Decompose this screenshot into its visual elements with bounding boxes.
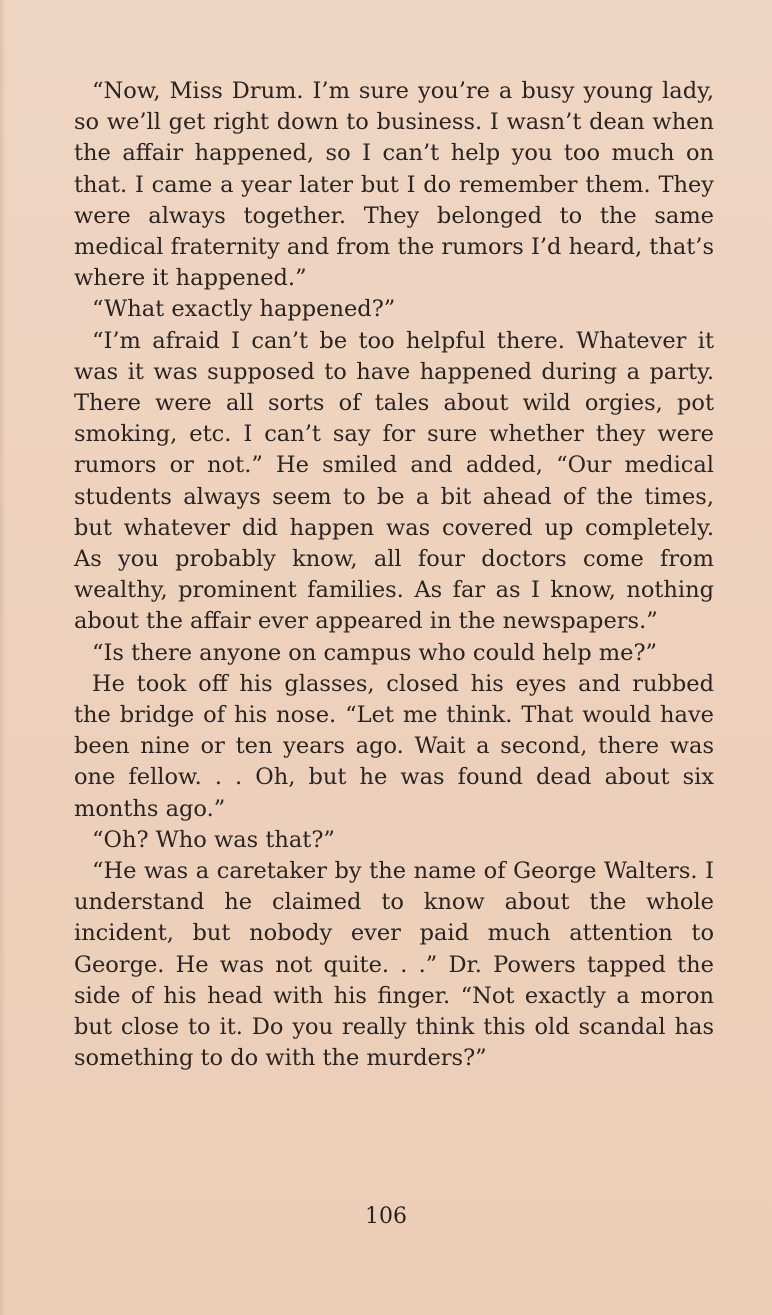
paragraph-george-walters: “He was a caretaker by the name of George Walters. I understand he claimed to know about the whole incident, but nobody ever paid much attention to George. He was not quite. . .” Dr. Powers tapped the side of his head with his finger. “Not exactly a moron but close to it. Do you really think this old scandal has something to do with the murders?” [74,858,714,1072]
paragraph-dean-intro: “Now, Miss Drum. I’m sure you’re a busy young lady, so we’ll get right down to business. I wasn’t dean when the affair happened, so I can’t help you too much on that. I came a year later but I do remember them. They were always together. They belonged to the same medical fraternity and from the rumors I’d heard, that’s where it happened.” [74,78,714,292]
paragraph-party-rumors: “I’m afraid I can’t be too helpful there. Whatever it was it was supposed to have happened during a party. There were all sorts of tales about wild orgies, pot smoking, etc. I can’t say for sure whether they were rumors or not.” He smiled and added, “Our medical students always seem to be a bit ahead of the times, but whatever did happen was covered up completely. As you probably know, all four doctors come from wealthy, prominent families. As far as I know, nothing about the affair ever appeared in the newspapers.” [74,327,714,635]
page-number: 106 [365,1204,407,1229]
paragraph-anyone-on-campus: “Is there anyone on campus who could help me?” [92,639,658,666]
paragraph-who-was-that: “Oh? Who was that?” [92,826,335,853]
body-text [74,76,714,1075]
paragraph-what-happened: “What exactly happened?” [92,296,396,323]
paragraph-let-me-think: He took off his glasses, closed his eyes and rubbed the bridge of his nose. “Let me think. That would have been nine or ten years ago. Wait a second, there was one fellow. . . Oh, but he was found dead about six months ago.” [74,670,714,822]
page-edge-shadow [0,0,6,1315]
